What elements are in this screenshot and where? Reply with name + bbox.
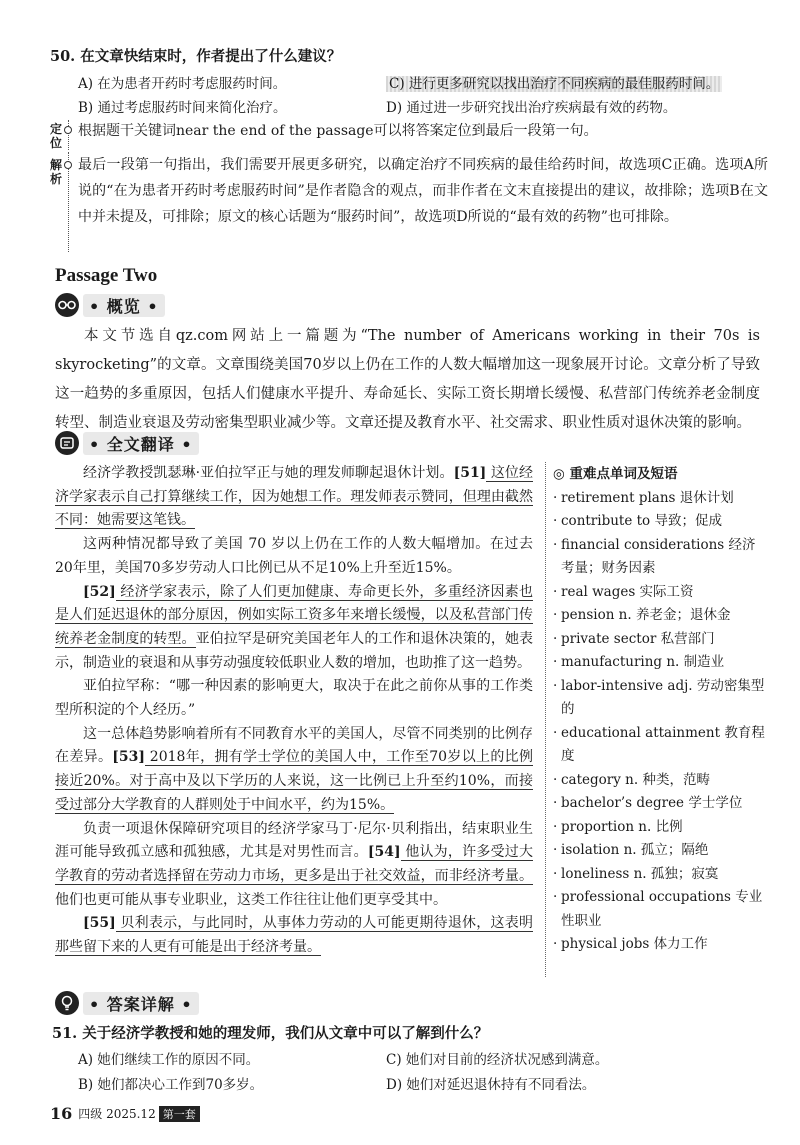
translation-body <box>55 462 533 960</box>
passage-title: Passage Two <box>55 265 158 286</box>
vocab-item: · loneliness n. 孤独；寂寞 <box>553 863 768 887</box>
overview-label: • 概览 • <box>83 294 165 317</box>
translation-paragraph-4: 亚伯拉罕称：“哪一种因素的影响更大，取决于在此之前你从事的工作类型所积淀的个人经历。” <box>55 678 533 719</box>
vocab-item: · isolation n. 孤立；隔绝 <box>553 839 768 863</box>
vocab-item: · contribute to 导致；促成 <box>553 510 768 534</box>
vocab-item: · financial considerations 经济考量；财务因素 <box>553 534 768 581</box>
locate-tag <box>49 122 63 150</box>
p3-underlined: 经济学家表示，除了人们更加健康、寿命更长外，多重经济因素也是人们延迟退休的部分原因，例如实际工资多年来增长缓慢，以及私营部门传统养老金制度的转型。 <box>55 583 533 647</box>
vocab-item: · pension n. 养老金；退休金 <box>553 604 768 628</box>
vocab-item: · category n. 种类，范畴 <box>553 769 768 793</box>
analysis-text: 最后一段第一句指出，我们需要开展更多研究，以确定治疗不同疾病的最佳给药时间，故选项C正确。选项A所说的“在为患者开药时考虑服药时间”是作者隐含的观点，而非作者在文末直接提出的建议，故排除；选项B在文中并未提及，可排除；原文的核心话题为“服药时间”，故选项D所说的“最有效的药物”也可排除。 <box>78 157 768 225</box>
translation-paragraph-5 <box>55 723 533 818</box>
p7-underlined: 贝利表示，与此同时，从事体力劳动的人可能更期待退休，这表明那些留下来的人更有可能是出于经济考量。 <box>55 915 533 956</box>
locate-tag-char-1: 定 <box>49 122 62 136</box>
question-51-stem: 51. 关于经济学教授和她的理发师，我们从文章中可以了解到什么？ <box>52 1025 489 1042</box>
question-50-stem: 50. 在文章快结束时，作者提出了什么建议？ <box>50 48 342 65</box>
option-50d: D) 通过进一步研究找出治疗疾病最有效的药物。 <box>386 100 677 116</box>
analysis-bullet-icon <box>64 161 72 169</box>
vocab-heading <box>553 463 768 487</box>
translation-label: • 全文翻译 • <box>83 432 199 455</box>
p1-text: 经济学教授凯瑟琳·亚伯拉罕正与她的理发师聊起退休计划。 <box>83 465 454 481</box>
locate-bullet-icon <box>64 126 72 134</box>
vocab-item: · bachelor’s degree 学士学位 <box>553 792 768 816</box>
p5-text: 这一总体趋势影响着所有不同教育水平的美国人，尽管不同类别的比例存在差异。 <box>55 725 533 766</box>
option-51d: D) 她们对延迟退休持有不同看法。 <box>386 1077 596 1093</box>
analysis-tag-char-2: 析 <box>49 172 62 186</box>
vocab-panel <box>553 463 768 957</box>
translation-heading <box>55 430 199 456</box>
p6-underlined: 他认为，许多受过大学教育的劳动者选择留在劳动力市场，更多是出于社交效益，而非经济考量。 <box>55 844 534 884</box>
option-50a: A) 在为患者开药时考虑服药时间。 <box>78 76 287 92</box>
translation-paragraph-1 <box>55 462 533 533</box>
page-number: 16 <box>50 1104 73 1123</box>
issue-badge: 第一套 <box>159 1106 200 1122</box>
p6-text: 负责一项退休保障研究项目的经济学家马丁·尼尔·贝利指出，结束职业生涯可能导致孤立感和孤独感，尤其是对男性而言。 <box>55 820 533 861</box>
option-51a: A) 她们继续工作的原因不同。 <box>78 1052 260 1068</box>
vocab-item: · real wages 实际工资 <box>553 581 768 605</box>
translation-paragraph-3 <box>55 581 533 676</box>
vocab-item: · physical jobs 体力工作 <box>553 933 768 957</box>
overview-heading <box>55 292 165 318</box>
question-tag-51: [51] <box>453 465 487 481</box>
locate-tag-char-2: 位 <box>49 136 62 150</box>
vocab-divider <box>545 462 546 977</box>
question-tag-53: [53] <box>112 749 146 766</box>
translation-paragraph-7 <box>55 912 533 959</box>
p3-text: 亚伯拉罕是研究美国老年人的工作和退休决策的，她表示，制造业的衰退和从事劳动强度较低职业人数的增加，也助推了这一趋势。 <box>55 630 534 671</box>
option-50c-highlight: C) 进行更多研究以找出治疗不同疾病的最佳服药时间。 <box>386 76 722 92</box>
locate-divider <box>68 120 70 150</box>
translation-paragraph-2: 这两种情况都导致了美国 70 岁以上仍在工作的人数大幅增加。在过去20年里，美国70多岁劳动人口比例已从不足10%上升至近15%。 <box>55 536 533 576</box>
question-tag-55: [55] <box>83 915 116 932</box>
answers-heading <box>55 990 199 1016</box>
question-tag-54: [54] <box>367 844 401 861</box>
page-footer <box>50 1104 200 1123</box>
option-50b: B) 通过考虑服药时间来简化治疗。 <box>78 100 287 116</box>
question-tag-52: [52] <box>83 583 116 600</box>
option-51b: B) 她们都决心工作到70多岁。 <box>78 1077 264 1093</box>
vocab-item: · educational attainment 教育程度 <box>553 722 768 769</box>
p6-text-end: 他们也更可能从事专业职业，这类工作往往让他们更享受其中。 <box>55 891 447 908</box>
issue-info: 四级 2025.12 <box>78 1107 156 1121</box>
translation-paragraph-6 <box>55 818 533 913</box>
vocab-item: · labor-intensive adj. 劳动密集型的 <box>553 675 768 722</box>
locate-text: 根据题干关键词near the end of the passage可以将答案定位到最后一段第一句。 <box>78 123 598 139</box>
overview-text: 本文节选自qz.com网站上一篇题为“The number of Americans working in their 70s is skyrocketing”的文章。文章围绕美国70岁以上仍在工作的人数大幅增加这一现象展开讨论。文章分析了导致这一趋势的多重原因，包括人们健康水平提升、寿命延长、实际工资长期增长缓慢、私营部门传统养老金制度转型、制造业衰退及劳动密集型职业减少等。文章还提及教育水平、社交需求、职业性质对退休决策的影响。 <box>55 328 760 431</box>
vocab-item: · private sector 私营部门 <box>553 628 768 652</box>
option-51c: C) 她们对目前的经济状况感到满意。 <box>386 1052 609 1068</box>
translate-icon <box>55 431 79 455</box>
vocab-item: · manufacturing n. 制造业 <box>553 651 768 675</box>
p1-underlined: 这位经济学家表示自己打算继续工作，因为她想工作。理发师表示赞同，但理由截然不同：她需要这笔钱。 <box>55 465 533 529</box>
p5-underlined: 2018年，拥有学士学位的美国人中，工作至70岁以上的比例接近20%。对于高中及以下学历的人来说，这一比例已上升至约10%，而接受过部分大学教育的人群则处于中间水平，约为15%。 <box>55 749 533 813</box>
analysis-tag <box>49 158 63 186</box>
lightbulb-icon <box>55 991 79 1015</box>
answers-label: • 答案详解 • <box>83 992 199 1015</box>
vocab-title: 重难点单词及短语 <box>569 466 678 482</box>
vocab-item: · proportion n. 比例 <box>553 816 768 840</box>
option-50c <box>386 72 722 92</box>
analysis-tag-char-1: 解 <box>49 158 62 172</box>
vocab-item: · retirement plans 退休计划 <box>553 487 768 511</box>
vocab-item: · professional occupations 专业性职业 <box>553 886 768 933</box>
glasses-icon <box>55 293 79 317</box>
target-icon: ◎ <box>553 466 565 482</box>
